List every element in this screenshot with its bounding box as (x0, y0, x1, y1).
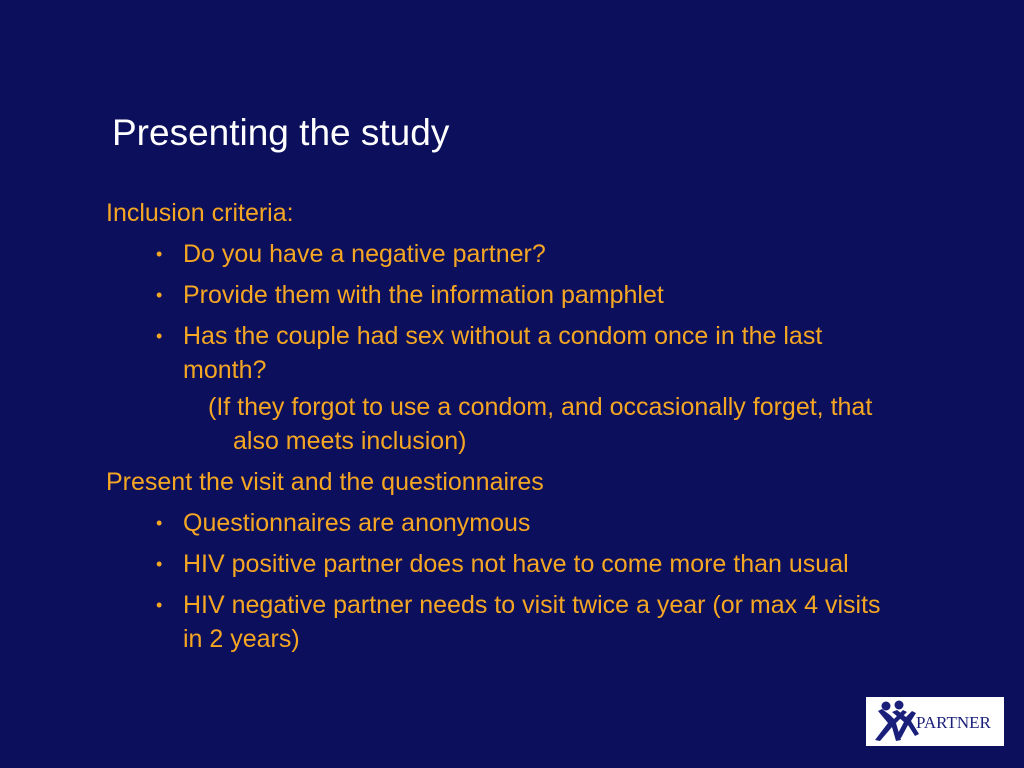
inclusion-item-text: Do you have a negative partner? (183, 240, 546, 268)
bullet-icon: • (156, 554, 163, 574)
visit-item-text: Questionnaires are anonymous (183, 509, 531, 537)
partner-figures-logo-icon (866, 697, 1004, 746)
bullet-icon: • (156, 595, 163, 615)
visit-item-text: HIV positive partner does not have to come more than usual (183, 550, 849, 578)
inclusion-item-text: Provide them with the information pamphlet (183, 281, 664, 309)
visit-item-negative-partner (106, 588, 906, 656)
inclusion-note: (If they forgot to use a condom, and occasionally forget, that also meets inclusion) (208, 393, 873, 455)
slide-body (106, 196, 906, 663)
inclusion-item-negative-partner (106, 237, 906, 271)
inclusion-item-pamphlet (106, 278, 906, 312)
bullet-icon: • (156, 326, 163, 346)
bullet-icon: • (156, 285, 163, 305)
visit-list (106, 506, 906, 656)
visit-item-text: HIV negative partner needs to visit twice a year (or max 4 visits in 2 years) (183, 591, 881, 653)
inclusion-heading: Inclusion criteria: (106, 199, 294, 227)
inclusion-item-text: Has the couple had sex without a condom once in the last month? (183, 322, 823, 384)
inclusion-item-condom (106, 319, 906, 387)
visit-heading: Present the visit and the questionnaires (106, 468, 544, 496)
logo-text: PARTNER (916, 713, 991, 732)
visit-item-positive-partner (106, 547, 906, 581)
bullet-icon: • (156, 244, 163, 264)
visit-item-anonymous (106, 506, 906, 540)
slide-title: Presenting the study (112, 112, 450, 153)
inclusion-list (106, 237, 906, 387)
bullet-icon: • (156, 513, 163, 533)
partner-logo (866, 697, 1004, 746)
